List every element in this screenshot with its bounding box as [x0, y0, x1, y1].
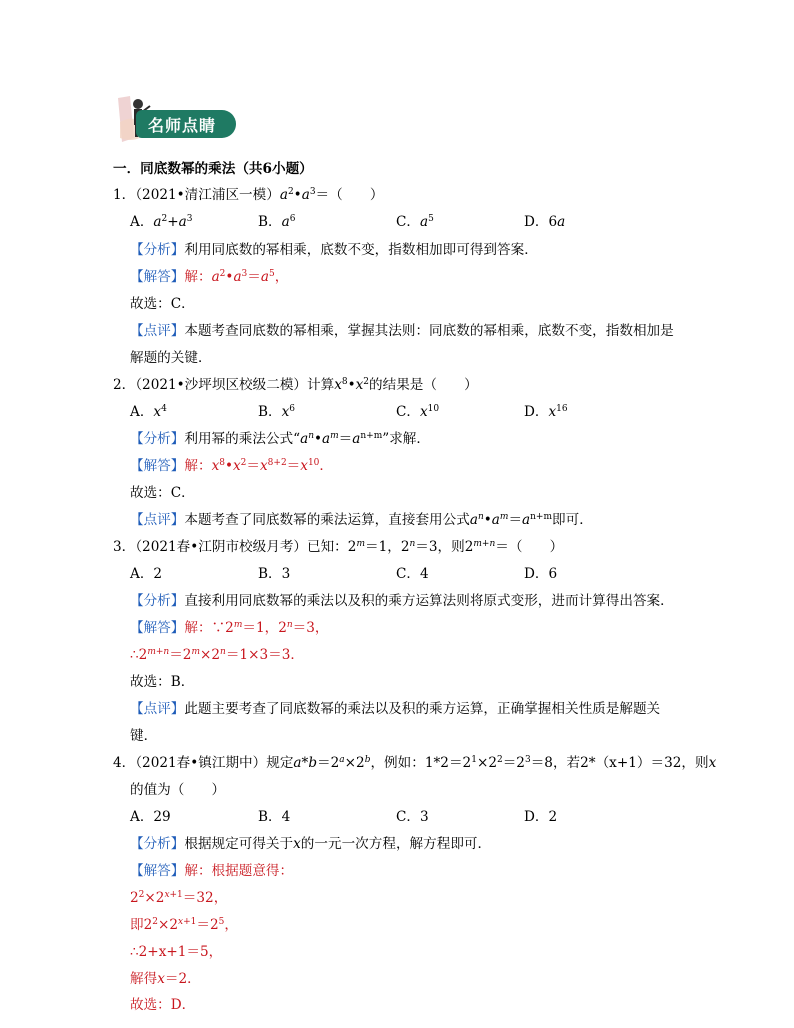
q4-step-4: 解得x＝2． — [130, 971, 201, 987]
q2-analysis: 【分析】利用幂的乘法公式“$a^n•a^m=a^{n+m}$”求解． — [130, 431, 430, 447]
q3-answer: 【解答】解：$\because 2^m=1$，$2^n=3$， — [130, 620, 329, 636]
q1-analysis: 【分析】利用同底数的幂相乘，底数不变，指数相加即可得到答案． — [130, 242, 538, 258]
q1-choice: 故选：C． — [130, 296, 195, 312]
q4-step-1: $2^2\times 2^{x+1}=32$， — [130, 890, 228, 906]
q2-answer: 【解答】解：$x^8•x^2=x^{8+2}=x^{10}$． — [130, 458, 333, 474]
q1-comment-cont: 解题的关键． — [130, 350, 212, 366]
banner-title: 名师点睛 — [148, 116, 217, 135]
q3-choice: 故选：B． — [130, 674, 195, 690]
q2-option-d: D．$x^{16}$ — [524, 404, 568, 420]
q2-choice: 故选：C． — [130, 485, 195, 501]
q4-choice: 故选：D． — [130, 997, 196, 1013]
q2-option-b: B．$x^6$ — [258, 404, 295, 420]
q1-number: 1． — [113, 187, 136, 203]
q2-stem: 2．（2021•沙坪坝区校级二模）计算$x^8•x^2$的结果是（ ） — [113, 377, 478, 393]
q4-option-b: B．4 — [258, 809, 291, 825]
q4-option-c: C．3 — [396, 809, 429, 825]
q2-option-a: A．$x^4$ — [130, 404, 167, 420]
q3-option-a: A．2 — [130, 566, 163, 582]
q4-option-a: A．29 — [130, 809, 171, 825]
q4-step-3: ∴2+x+1＝5， — [130, 944, 223, 960]
q1-stem-tail: ＝（ ） — [315, 187, 384, 203]
q1-option-c: C．$a^5$ — [396, 214, 434, 230]
q4-stem-cont: 的值为（ ） — [130, 782, 226, 798]
q3-option-b: B．3 — [258, 566, 291, 582]
section-title: 一．同底数幂的乘法（共6小题） — [113, 161, 313, 177]
q4-answer: 【解答】解：根据题意得： — [130, 863, 294, 879]
q3-stem: 3．（2021春•江阴市校级月考）已知：$2^m=1$，$2^n=3$，则$2^{m+n}=$（ ） — [113, 539, 564, 555]
q1-option-a: A．$a^2+a^3$ — [130, 214, 193, 230]
q1-stem: 1．（2021•清江浦区一模）$a^2•a^3=$（ ） — [113, 187, 384, 203]
q4-analysis: 【分析】根据规定可得关于x的一元一次方程，解方程即可． — [130, 836, 492, 852]
q3-option-d: D．6 — [524, 566, 558, 582]
q1-option-d: D．6a — [524, 214, 566, 230]
q4-step-2: 即$2^2\times 2^{x+1}=2^5$， — [130, 917, 238, 933]
q1-comment: 【点评】本题考查同底数的幂相乘，掌握其法则：同底数的幂相乘，底数不变，指数相加是 — [130, 323, 674, 339]
q1-answer: 【解答】解：$a^2•a^3=a^5$， — [130, 269, 289, 285]
q3-therefore: $\therefore 2^{m+n}=2^m\times 2^n=1\times 3=3$． — [130, 647, 304, 663]
q3-option-c: C．4 — [396, 566, 429, 582]
q4-option-d: D．2 — [524, 809, 558, 825]
q1-source: （2021•清江浦区一模） — [135, 187, 280, 203]
q3-analysis: 【分析】直接利用同底数幂的乘法以及积的乘方运算法则将原式变形，进而计算得出答案． — [130, 593, 674, 609]
q3-comment-cont: 键． — [130, 728, 158, 744]
q3-comment: 【点评】此题主要考查了同底数幂的乘法以及积的乘方运算，正确掌握相关性质是解题关 — [130, 701, 661, 717]
q1-option-b: B．$a^6$ — [258, 214, 296, 230]
q2-comment: 【点评】本题考查了同底数幂的乘法运算，直接套用公式$a^n•a^m=a^{n+m}$即可． — [130, 512, 593, 528]
q4-stem: 4．（2021春•镇江期中）规定$a*b=2^a\times 2^b$，例如：$1*2=2^1\times 2^2=2^3=8$，若2*（x+1）＝32，则x — [113, 755, 717, 771]
q2-option-c: C．$x^{10}$ — [396, 404, 440, 420]
